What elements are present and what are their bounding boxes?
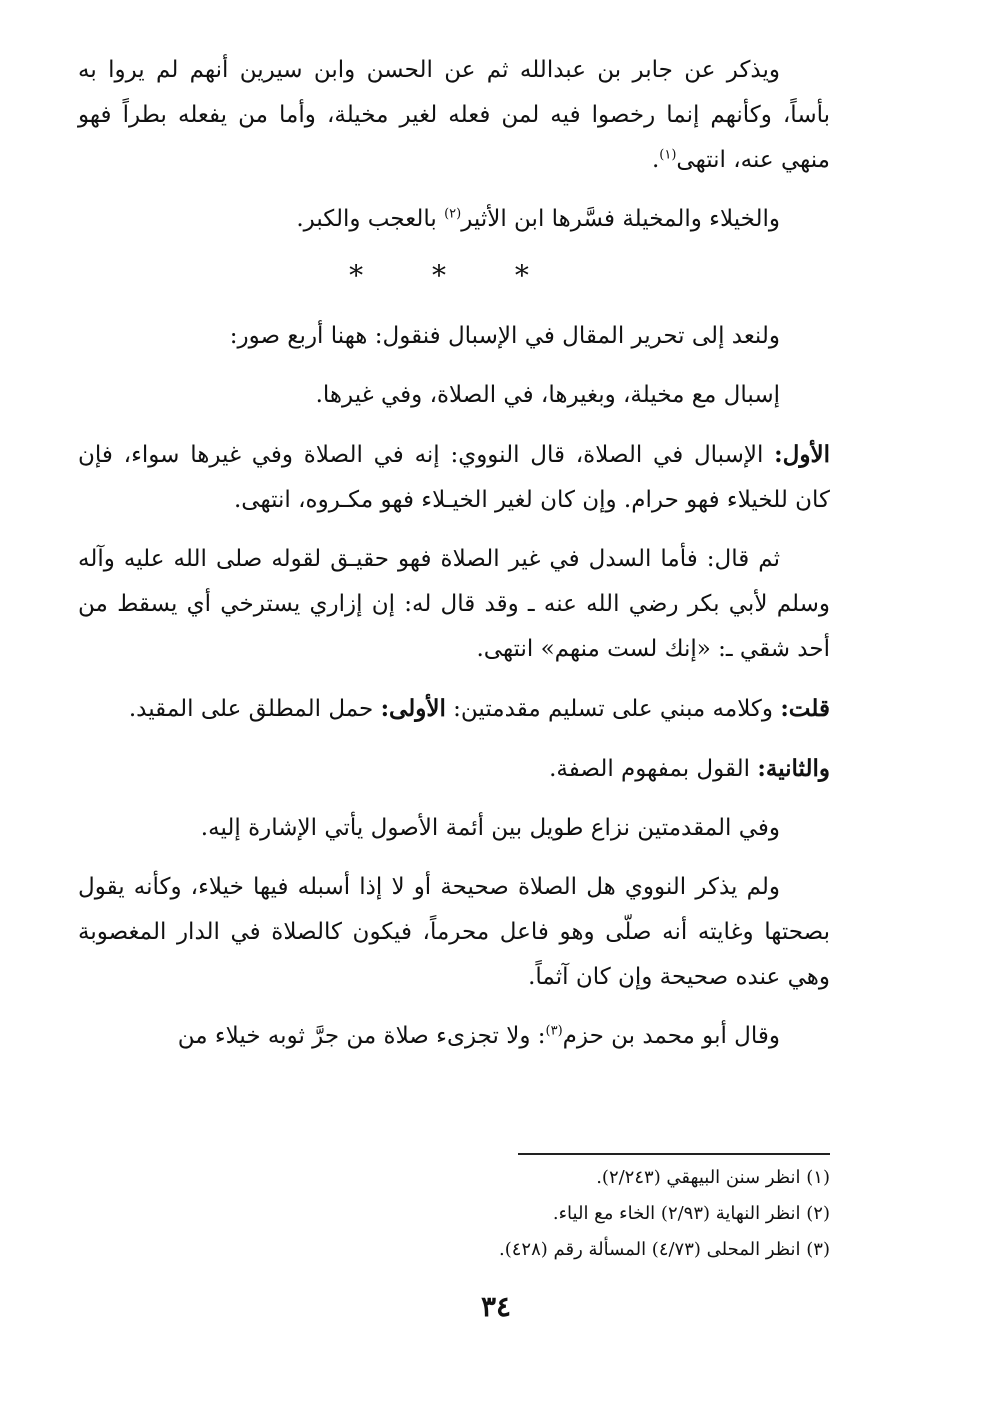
section-divider-stars: * * * — [349, 259, 559, 292]
paragraph-6: ثم قال: فأما السدل في غير الصلاة فهو حقيـق لقوله صلى الله عليه وآله وسلم لأبي بكر رضي الله عنه ـ وقد قال له: إن إزاري يسترخي أي يسقط من أحد شقي ـ: «إنك لست منهم» انتهى. — [78, 546, 830, 662]
p7-first-premise: الأولى: — [380, 695, 446, 722]
paragraph-3: ولنعد إلى تحرير المقال في الإسبال فنقول: ههنا أربع صور: — [229, 323, 780, 349]
paragraph-4: إسبال مع مخيلة، وبغيرها، في الصلاة، وفي غيرها. — [315, 382, 780, 408]
p1-line1: ويذكر عن جابر بن عبدالله ثم عن الحسن وابن سيرين أنهم لم يروا — [108, 57, 780, 83]
footnote-divider — [518, 1153, 830, 1155]
paragraph-9: وفي المقدمتين نزاع طويل بين أئمة الأصول يأتي الإشارة إليه. — [200, 815, 780, 841]
paragraph-5: الأول: الإسبال في الصلاة، قال النووي: إنه في الصلاة وفي غيرها سواء، فإن كان للخيلاء فهو حرام. وإن كان لغير الخيـلاء فهو مكـروه، انتهى. — [78, 441, 830, 513]
paragraph-1: ويذكر عن جابر بن عبدالله ثم عن الحسن وابن سيرين أنهم لم يروا به بأساً، وكأنهم إنما رخصوا فيه لمن فعله لغير مخيلة، وأما من يفعله بطراً فهو منهي عنه، انتهى$^{(١)}$. — [78, 57, 830, 173]
p1-line2: به بأساً، وكأنهم إنما رخصوا فيه لمن فعله لغير مخيلة، وأما من يفعله بطراً — [78, 57, 830, 128]
p5-heading: الأول: — [774, 441, 830, 468]
paragraph-8: والثانية: القول بمفهوم الصفة. — [549, 755, 830, 782]
page-number: ٣٤ — [480, 1290, 512, 1323]
footnote-1: (١) انظر سنن البيهقي (٢/٢٤٣). — [596, 1167, 830, 1188]
footnote-3: (٣) انظر المحلى (٤/٧٣) المسألة رقم (٤٢٨). — [499, 1239, 830, 1260]
p1-line3: فهو منهي عنه، انتهى — [78, 102, 830, 173]
footnote-ref-2[interactable]: (٢) — [444, 206, 462, 222]
footnote-ref-3[interactable]: (٣) — [545, 1023, 563, 1039]
p7-heading: قلت: — [780, 695, 830, 722]
footnotes — [78, 1160, 830, 1268]
p8-heading: والثانية: — [757, 755, 830, 782]
paragraph-11: وقال أبو محمد بن حزم$^{(٣)}$: ولا تجزىء صلاة من جرَّ ثوبه خيلاء من — [177, 1023, 780, 1049]
page-body — [78, 48, 830, 1073]
footnote-ref-1[interactable]: (١) — [659, 147, 677, 163]
paragraph-2: والخيلاء والمخيلة فسَّرها ابن الأثير$^{(٢)}$ بالعجب والكبر. — [296, 206, 780, 232]
footnote-2: (٢) انظر النهاية (٢/٩٣) الخاء مع الياء. — [552, 1203, 830, 1224]
paragraph-10: ولم يذكر النووي هل الصلاة صحيحة أو لا إذا أسبله فيها خيلاء، وكأنه يقول بصحتها وغايته أنه صلّى وهو فاعل محرماً، فيكون كالصلاة في الدار المغصوبة وهي عنده صحيحة وإن كان آثماً. — [78, 874, 830, 990]
paragraph-7: قلت: وكلامه مبني على تسليم مقدمتين: الأولى: حمل المطلق على المقيد. — [128, 695, 830, 722]
